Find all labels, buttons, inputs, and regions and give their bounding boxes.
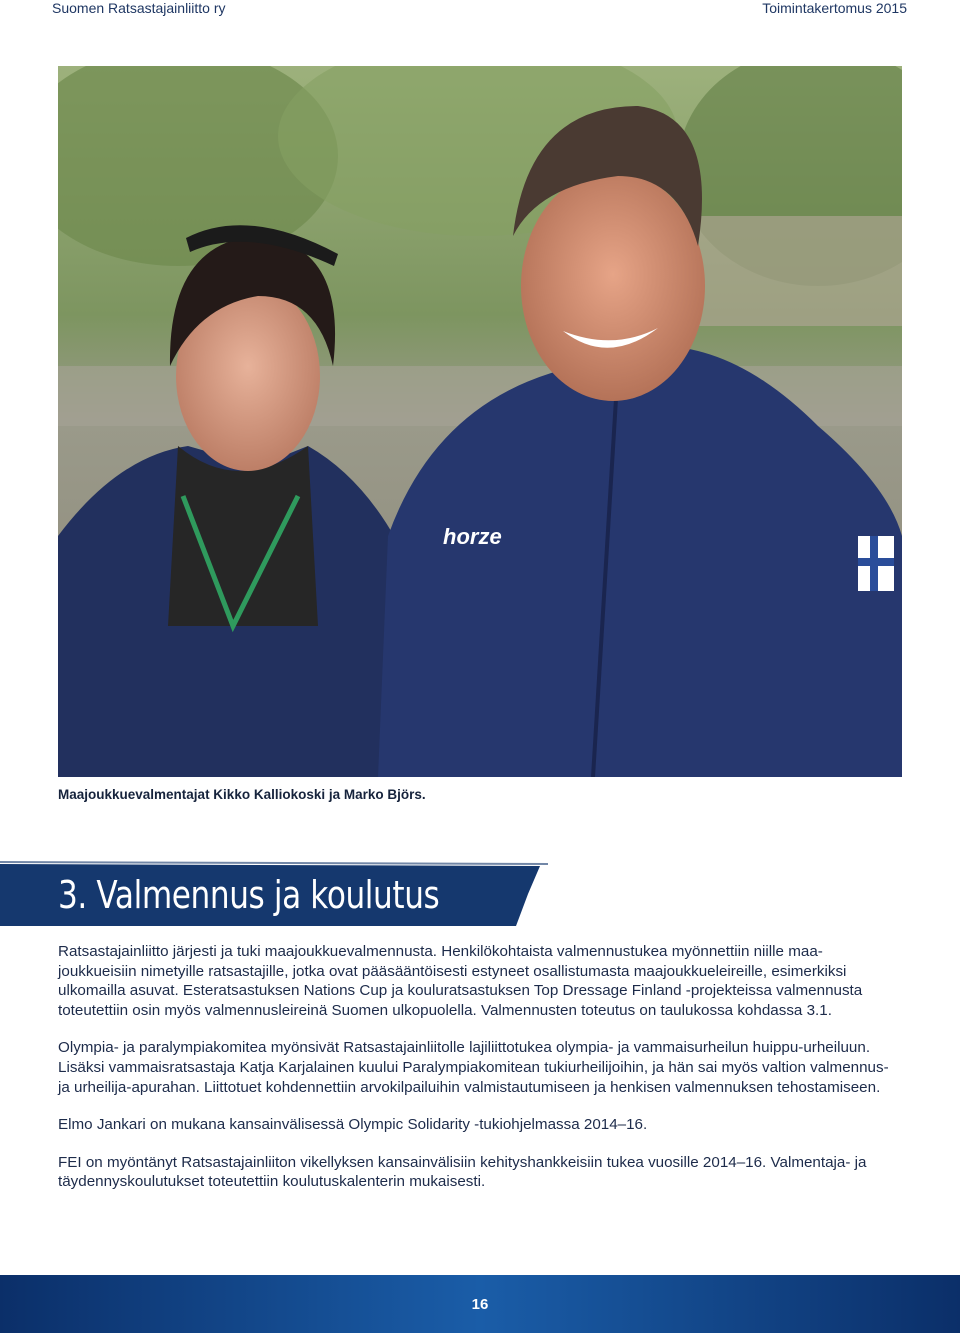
- page-number: 16: [471, 1295, 489, 1313]
- paragraph: Ratsastajainliitto järjesti ja tuki maajoukkuevalmennusta. Henkilökohtaista valmennustukea myönnettiin niille maa-joukkueisiin nimetyille ratsastajille, jotka ovat pääsääntöisesti estyneet osallistumasta maajoukkueleireille, esimerkiksi ulkomailla asuvat. Esteratsastuksen Nations Cup ja kouluratsastuksen Top Dressage Finland -projekteissa valmennusta toteutettiin osin myös valmennusleireinä Suomen ulkopuolella. Valmennusten toteutus on taulukossa kohdassa 3.1.: [58, 943, 863, 1019]
- paragraph: Elmo Jankari on mukana kansainvälisessä Olympic Solidarity -tukiohjelmassa 2014–16.: [58, 1116, 648, 1134]
- page-footer: [0, 1275, 960, 1333]
- photo-caption: Maajoukkuevalmentajat Kikko Kalliokoski ja Marko Björs.: [58, 787, 426, 802]
- body-text: [58, 942, 898, 1210]
- header-org: Suomen Ratsastajainliitto ry: [52, 0, 226, 16]
- paragraph: Olympia- ja paralympiakomitea myönsivät Ratsastajainliitolle lajiliittotukea olympia- ja vammaisurheilun huippu-urheiluun. Lisäksi vammaisratsastaja Katja Karjalainen kuului Paralympiakomitean tukiurheilijoihin, ja hän sai myös valtion valmennus- ja urheilija-apurahan. Liittotuet kohdennettiin arvokilpailuihin valmistautumiseen ja henkisen valmennuksen tehostamiseen.: [58, 1039, 889, 1096]
- page-header: [52, 0, 907, 22]
- paragraph: FEI on myöntänyt Ratsastajainliiton vikellyksen kansainvälisiin kehityshankkeisiin tukea vuosille 2014–16. Valmentaja- ja täydennyskoulutukset toteutettiin koulutuskalenterin mukaisesti.: [58, 1153, 867, 1191]
- section-title: 3. Valmennus ja koulutus: [58, 873, 440, 917]
- photo-illustration: [58, 66, 902, 777]
- coaches-photo: [58, 66, 902, 777]
- jacket-brand-text: horze: [443, 524, 502, 549]
- header-report: Toimintakertomus 2015: [762, 0, 907, 16]
